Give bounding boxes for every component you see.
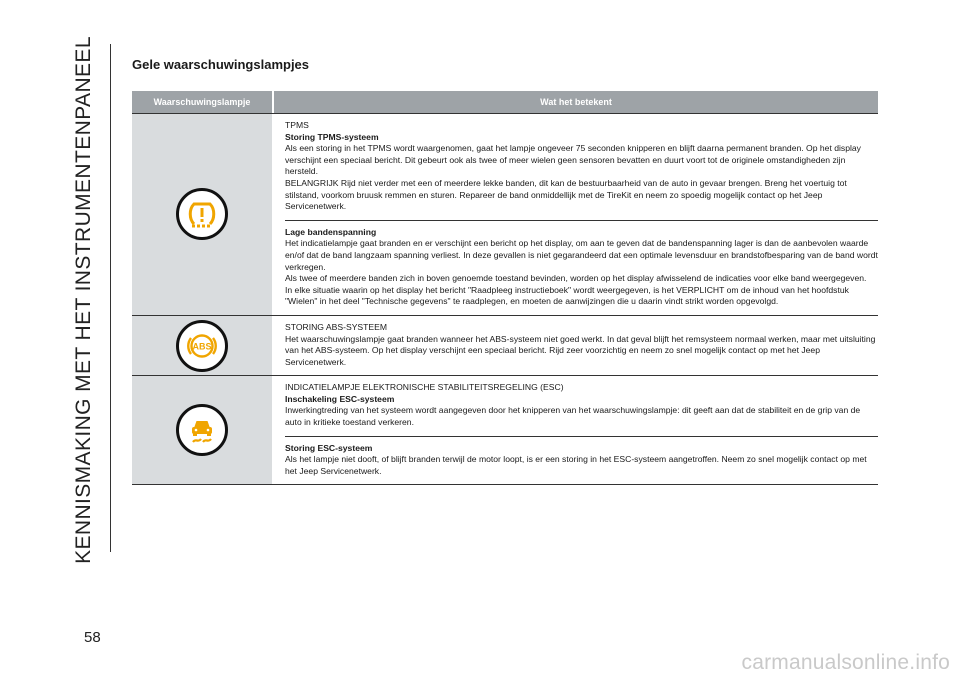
abs-warning-icon <box>176 320 228 372</box>
subheading: Storing TPMS-systeem <box>285 131 379 142</box>
subheading: Lage bandenspanning <box>285 226 377 237</box>
table-row <box>132 114 878 316</box>
paragraph: STORING ABS-SYSTEEM <box>285 321 388 332</box>
warning-light-cell <box>132 114 272 315</box>
paragraph: Als een storing in het TPMS wordt waargenomen, gaat het lampje ongeveer 75 seconden knipperen en blijft daarna permanent branden. Op het display verschijnt een speciaal bericht. Dit gebeurt ook als twee of meer wielen geen sensoren bevatten en duurt voort tot de originele omstandigheden zijn hersteld. <box>285 143 861 177</box>
chapter-side-title-text: KENNISMAKING MET HET INSTRUMENTENPANEEL <box>72 36 95 564</box>
meaning-block <box>285 316 878 375</box>
paragraph: INDICATIELAMPJE ELEKTRONISCHE STABILITEITSREGELING (ESC) <box>285 382 564 393</box>
paragraph: BELANGRIJK Rijd niet verder met een of meerdere lekke banden, dit kan de bestuurbaarheid van de auto in gevaar brengen. Breng het voertuig tot stilstand, voorkom bruusk remmen en sturen. Repareer de band onmiddellijk met de TireKit en neem zo spoedig mogelijk contact op het Jeep Servicenetwerk. <box>285 177 847 212</box>
subheading: Storing ESC-systeem <box>285 442 373 453</box>
meaning-cell <box>272 316 878 375</box>
meaning-block <box>285 220 878 315</box>
abs-icon-label: ABS <box>192 340 212 351</box>
table-header <box>132 91 878 113</box>
paragraph: Het indicatielampje gaat branden en er verschijnt een bericht op het display, om aan te geven dat de bandenspanning lager is dan de aanbevolen waarde en/of dat de band langzaam spanning verliest. In deze gevallen is niet gegarandeerd dat een optimale levensduur en brandstofbesparing van de band wordt verkregen. <box>285 238 878 272</box>
meaning-cell <box>272 376 878 484</box>
paragraph: Als het lampje niet dooft, of blijft branden terwijl de motor loopt, is er een storing in het ESC-systeem aangetroffen. Neem zo snel mogelijk contact op met het Jeep Servicenetwerk. <box>285 454 867 476</box>
paragraph: TPMS <box>285 120 309 130</box>
tpms-warning-icon <box>176 188 228 240</box>
meaning-block <box>285 114 878 220</box>
meaning-block <box>285 436 878 485</box>
meaning-cell <box>272 114 878 315</box>
table-body <box>132 114 878 485</box>
side-divider <box>110 44 111 552</box>
table-row <box>132 316 878 376</box>
column-header-meaning: Wat het betekent <box>272 91 878 113</box>
section-title: Gele waarschuwingslampjes <box>132 57 310 72</box>
table-row <box>132 376 878 485</box>
esc-warning-icon <box>176 404 228 456</box>
subheading: Inschakeling ESC-systeem <box>285 393 395 404</box>
warning-lights-table <box>132 91 878 485</box>
meaning-block <box>285 376 878 435</box>
warning-light-cell <box>132 376 272 484</box>
paragraph: In elke situatie waarin op het display het bericht "Raadpleeg instructieboek" wordt weergegeven, is het VERPLICHT om de inhoud van het hoofdstuk "Wielen" in het deel "Technische gegevens" te raadplegen, en moeten de aanwijzingen die u daarin vindt strikt worden opgevolgd. <box>285 284 849 307</box>
page-number: 58 <box>84 629 101 646</box>
paragraph: Inwerkingtreding van het systeem wordt aangegeven door het knipperen van het waarschuwingslampje: dit geeft aan dat de stabiliteit en de grip van de auto in kritieke toestand verkeren. <box>285 405 861 428</box>
paragraph: Als twee of meerdere banden zich in boven genoemde toestand bevinden, worden op het display afwisselend de indicaties voor elke band weergegeven. <box>285 273 867 284</box>
paragraph: Het waarschuwingslampje gaat branden wanneer het ABS-systeem niet goed werkt. In dat geval blijft het remsysteem normaal werken, maar met uitsluiting van het ABS-systeem. Op het display verschijnt een speciaal bericht. Rijd zeer voorzichtig en neem zo snel mogelijk contact op met het Jeep Servicenetwerk. <box>285 333 876 367</box>
column-header-warning-light: Waarschuwingslampje <box>153 97 251 107</box>
warning-light-cell <box>132 316 272 375</box>
watermark: carmanualsonline.info <box>741 651 950 674</box>
